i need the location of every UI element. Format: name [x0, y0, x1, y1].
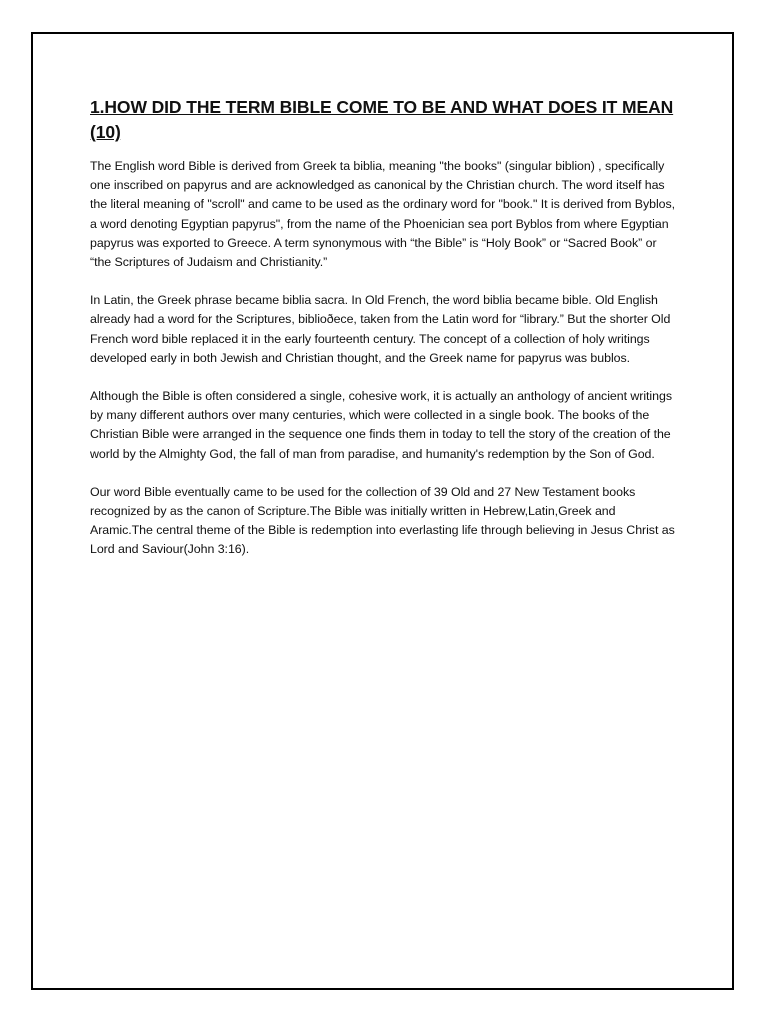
paragraph-latin: In Latin, the Greek phrase became biblia sacra. In Old French, the word biblia became bible. Old English already had a word for the Scriptures, biblioðece, taken from the Latin word for “library.” But the shorter Old French word bible replaced it in the early fourteenth century. The concept of a collection of holy writings developed early in both Jewish and Christian thought, and the Greek name for papyrus was bublos.: [90, 293, 671, 365]
paragraph-anthology: Although the Bible is often considered a single, cohesive work, it is actually an anthology of ancient writings by many different authors over many centuries, which were collected in a single book. The books of the Christian Bible were arranged in the sequence one finds them in today to tell the story of the creation of the world by the Almighty God, the fall of man from paradise, and humanity's redemption by the Son of God.: [90, 389, 672, 461]
document-body: [90, 95, 680, 579]
page-title: 1.HOW DID THE TERM BIBLE COME TO BE AND WHAT DOES IT MEAN (10): [90, 97, 674, 142]
paragraph-canon: Our word Bible eventually came to be used for the collection of 39 Old and 27 New Testament books recognized by as the canon of Scripture.The Bible was initially written in Hebrew,Latin,Greek and Aramic.The central theme of the Bible is redemption into everlasting life through believing in Jesus Christ as Lord and Saviour(John 3:16).: [90, 484, 675, 557]
paragraph-origin: The English word Bible is derived from Greek ta biblia, meaning "the books" (singular biblion) , specifically one inscribed on papyrus and are acknowledged as canonical by the Christian church. The word itself has the literal meaning of "scroll" and came to be used as the ordinary word for "book." It is derived from Byblos, a word denoting Egyptian papyrus", from the name of the Phoenician sea port Byblos from where Egyptian papyrus was exported to Greece. A term synonymous with “the Bible” is “Holy Book” or “Sacred Book” or “the Scriptures of Judaism and Christianity.”: [90, 159, 676, 270]
